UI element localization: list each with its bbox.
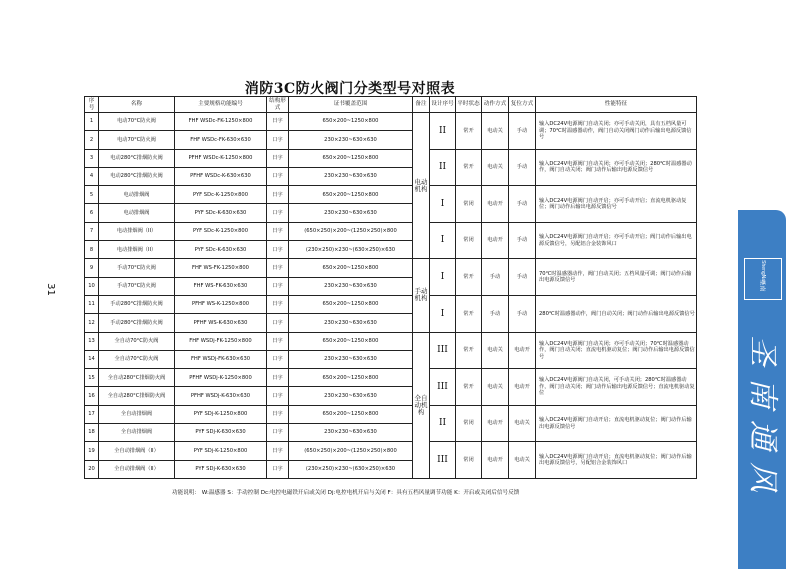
row-number: 14 bbox=[85, 350, 99, 368]
table-row bbox=[85, 405, 697, 423]
row-number: 7 bbox=[85, 222, 99, 240]
certificate-range: 650×200~1250×800 bbox=[289, 186, 413, 204]
design-number: II bbox=[430, 113, 456, 150]
normal-state: 常闭 bbox=[456, 222, 482, 259]
valve-code: PYF SDj-K-1250×800 bbox=[175, 405, 267, 423]
certificate-range: 230×230~630×630 bbox=[289, 167, 413, 185]
valve-code: FHF WS-FK-1250×800 bbox=[175, 259, 267, 277]
header-cell: 平时状态 bbox=[456, 97, 482, 113]
brand-char: 南 bbox=[745, 378, 780, 408]
performance-feature: 70℃时温感器动作，阀门自动关闭；五档风量可调；阀门动作后输出电源反馈信号 bbox=[536, 259, 697, 296]
reset-mode: 电动开 bbox=[509, 369, 536, 406]
valve-name: 手动280°C排烟防火阀 bbox=[99, 314, 175, 332]
action-mode: 电动关 bbox=[482, 113, 509, 150]
valve-code: PYF SDc-K-630×630 bbox=[175, 241, 267, 259]
design-number: III bbox=[430, 369, 456, 406]
reset-mode: 手动 bbox=[509, 113, 536, 150]
valve-name: 全自动280°C排烟防火阀 bbox=[99, 387, 175, 405]
structure-form: 日字 bbox=[267, 222, 289, 240]
structure-form: 口字 bbox=[267, 131, 289, 149]
valve-code: FHF WSDj-FK-630×630 bbox=[175, 350, 267, 368]
normal-state: 常闭 bbox=[456, 405, 482, 442]
valve-code: FHF WSDj-FK-1250×800 bbox=[175, 332, 267, 350]
valve-name: 电动排烟阀 bbox=[99, 186, 175, 204]
structure-form: 口字 bbox=[267, 460, 289, 478]
row-number: 9 bbox=[85, 259, 99, 277]
valve-name: 全自动排烟阀（II） bbox=[99, 442, 175, 460]
function-footnote: 功能说明： W:温感器 S：手动控制 Dc:电控电磁铁开启或关闭 Dj:电控电机开启与关闭 F：具有五档风量调节功能 K：开启或关闭后信号反馈 bbox=[172, 490, 520, 496]
row-number: 6 bbox=[85, 204, 99, 222]
design-number: II bbox=[430, 405, 456, 442]
reset-mode: 手动 bbox=[509, 222, 536, 259]
structure-form: 日字 bbox=[267, 149, 289, 167]
table-row bbox=[85, 442, 697, 460]
performance-feature: 输入DC24V电源阀门自动关闭；亦可手动关闭，具有五档风量可调；70℃时温感器动作，阀门自动关闭阀门动作后输出电源反馈信号 bbox=[536, 113, 697, 150]
logo-cn-text: 圣南 bbox=[758, 278, 766, 292]
row-number: 12 bbox=[85, 314, 99, 332]
structure-form: 日字 bbox=[267, 295, 289, 313]
reset-mode: 电动关 bbox=[509, 405, 536, 442]
header-cell: 证书覆盖范围 bbox=[289, 97, 413, 113]
action-mode: 手动 bbox=[482, 295, 509, 332]
valve-name: 电动280°C排烟防火阀 bbox=[99, 167, 175, 185]
category-electric: 电动机构 bbox=[413, 113, 430, 259]
certificate-range: (650×250)×200~(1250×250)×800 bbox=[289, 442, 413, 460]
certificate-range: 650×200~1250×800 bbox=[289, 369, 413, 387]
valve-code: PFHF WSDj-K-1250×800 bbox=[175, 369, 267, 387]
table-row bbox=[85, 332, 697, 350]
category-automatic: 全自动机构 bbox=[413, 332, 430, 478]
design-number: I bbox=[430, 186, 456, 223]
header-cell: 设计序号 bbox=[430, 97, 456, 113]
row-number: 15 bbox=[85, 369, 99, 387]
structure-form: 口字 bbox=[267, 387, 289, 405]
structure-form: 口字 bbox=[267, 277, 289, 295]
brand-name bbox=[738, 330, 786, 498]
design-number: I bbox=[430, 259, 456, 296]
normal-state: 常闭 bbox=[456, 186, 482, 223]
valve-name: 电动排烟阀 bbox=[99, 204, 175, 222]
action-mode: 电动关 bbox=[482, 369, 509, 406]
row-number: 8 bbox=[85, 241, 99, 259]
certificate-range: (230×250)×230~(630×250)×630 bbox=[289, 460, 413, 478]
valve-name: 手动70°C防火阀 bbox=[99, 277, 175, 295]
brand-char: 通 bbox=[745, 420, 780, 450]
certificate-range: 230×230~630×630 bbox=[289, 204, 413, 222]
table-row bbox=[85, 369, 697, 387]
valve-name: 全自动排烟阀 bbox=[99, 424, 175, 442]
header-cell: 动作方式 bbox=[482, 97, 509, 113]
row-number: 16 bbox=[85, 387, 99, 405]
row-number: 2 bbox=[85, 131, 99, 149]
structure-form: 日字 bbox=[267, 186, 289, 204]
page-title: 消防3C防火阀门分类型号对照表 bbox=[244, 81, 456, 97]
structure-form: 日字 bbox=[267, 405, 289, 423]
normal-state: 常开 bbox=[456, 369, 482, 406]
valve-code: PFHF WS-K-1250×800 bbox=[175, 295, 267, 313]
valve-table-container bbox=[84, 96, 696, 479]
valve-name: 手动70°C防火阀 bbox=[99, 259, 175, 277]
reset-mode: 手动 bbox=[509, 186, 536, 223]
normal-state: 常开 bbox=[456, 113, 482, 150]
valve-code: PFHF WSDj-K-630×630 bbox=[175, 387, 267, 405]
design-number: I bbox=[430, 222, 456, 259]
valve-code: PYF SDc-K-630×630 bbox=[175, 204, 267, 222]
design-number: I bbox=[430, 295, 456, 332]
normal-state: 常闭 bbox=[456, 442, 482, 479]
structure-form: 日字 bbox=[267, 113, 289, 131]
certificate-range: 650×200~1250×800 bbox=[289, 113, 413, 131]
valve-name: 电动280°C排烟防火阀 bbox=[99, 149, 175, 167]
certificate-range: 650×200~1250×800 bbox=[289, 295, 413, 313]
reset-mode: 手动 bbox=[509, 295, 536, 332]
header-cell: 性能特征 bbox=[536, 97, 697, 113]
performance-feature: 280℃时温感器动作，阀门自动关闭；阀门动作后输出电源反馈信号 bbox=[536, 295, 697, 332]
valve-name: 电动排烟阀（II） bbox=[99, 241, 175, 259]
performance-feature: 输入DC24V电源阀门自动开启；直流电机驱动复位；阀门动作后输出电源反馈信号，另配铝合金装饰风口 bbox=[536, 442, 697, 479]
row-number: 19 bbox=[85, 442, 99, 460]
table-row bbox=[85, 186, 697, 204]
certificate-range: (230×250)×230~(630×250)×630 bbox=[289, 241, 413, 259]
row-number: 3 bbox=[85, 149, 99, 167]
valve-code: PYF SDc-K-1250×800 bbox=[175, 186, 267, 204]
action-mode: 电动开 bbox=[482, 442, 509, 479]
structure-form: 口字 bbox=[267, 424, 289, 442]
action-mode: 电动开 bbox=[482, 186, 509, 223]
header-cell: 主要规格功能编号 bbox=[175, 97, 267, 113]
brand-char: 圣 bbox=[745, 336, 780, 366]
logo-script-text: ShengNan bbox=[759, 259, 766, 284]
structure-form: 口字 bbox=[267, 241, 289, 259]
normal-state: 常开 bbox=[456, 149, 482, 186]
valve-code: PYF SDj-K-630×630 bbox=[175, 424, 267, 442]
certificate-range: 650×200~1250×800 bbox=[289, 332, 413, 350]
header-cell: 名称 bbox=[99, 97, 175, 113]
structure-form: 日字 bbox=[267, 259, 289, 277]
performance-feature: 输入DC24V电源阀门自动开启；亦可手动开启；阀门动作后输出电源反馈信号，另配铝合金装饰风口 bbox=[536, 222, 697, 259]
category-manual: 手动机构 bbox=[413, 259, 430, 332]
structure-form: 日字 bbox=[267, 369, 289, 387]
structure-form: 日字 bbox=[267, 442, 289, 460]
performance-feature: 输入DC24V电源阀门自动关闭，可手动关闭；280℃时温感器动作，阀门自动关闭；阀门动作后输出电源反馈信号；直流电机驱动复位 bbox=[536, 369, 697, 406]
header-cell: 备注 bbox=[413, 97, 430, 113]
performance-feature: 输入DC24V电源阀门自动关闭；亦可手动关闭；280℃时温感器动作，阀门自动关闭；阀门动作后输出电源反馈信号 bbox=[536, 149, 697, 186]
action-mode: 电动关 bbox=[482, 332, 509, 369]
valve-name: 全自动70°C防火阀 bbox=[99, 350, 175, 368]
valve-table bbox=[84, 96, 697, 479]
row-number: 20 bbox=[85, 460, 99, 478]
valve-code: FHF WSDc-FK-630×630 bbox=[175, 131, 267, 149]
certificate-range: 650×200~1250×800 bbox=[289, 259, 413, 277]
action-mode: 电动开 bbox=[482, 405, 509, 442]
table-row bbox=[85, 295, 697, 313]
certificate-range: 230×230~630×630 bbox=[289, 314, 413, 332]
row-number: 1 bbox=[85, 113, 99, 131]
valve-code: FHF WSDc-FK-1250×800 bbox=[175, 113, 267, 131]
certificate-range: 230×230~630×630 bbox=[289, 131, 413, 149]
action-mode: 电动开 bbox=[482, 222, 509, 259]
row-number: 10 bbox=[85, 277, 99, 295]
structure-form: 口字 bbox=[267, 204, 289, 222]
valve-name: 全自动排烟阀（II） bbox=[99, 460, 175, 478]
valve-code: PFHF WSDc-K-1250×800 bbox=[175, 149, 267, 167]
action-mode: 手动 bbox=[482, 259, 509, 296]
valve-name: 全自动70°C防火阀 bbox=[99, 332, 175, 350]
structure-form: 口字 bbox=[267, 350, 289, 368]
structure-form: 日字 bbox=[267, 332, 289, 350]
row-number: 11 bbox=[85, 295, 99, 313]
normal-state: 常开 bbox=[456, 295, 482, 332]
valve-name: 电动70°C防火阀 bbox=[99, 113, 175, 131]
valve-code: PYF SDj-K-1250×800 bbox=[175, 442, 267, 460]
table-header-row bbox=[85, 97, 697, 113]
valve-name: 电动70°C防火阀 bbox=[99, 131, 175, 149]
table-row bbox=[85, 222, 697, 240]
row-number: 13 bbox=[85, 332, 99, 350]
valve-code: PYF SDc-K-1250×800 bbox=[175, 222, 267, 240]
reset-mode: 电动开 bbox=[509, 332, 536, 369]
certificate-range: 230×230~630×630 bbox=[289, 387, 413, 405]
valve-name: 手动280°C排烟防火阀 bbox=[99, 295, 175, 313]
performance-feature: 输入DC24V电源阀门自动开启；直流电机驱动复位；阀门动作后输出电源反馈信号 bbox=[536, 405, 697, 442]
reset-mode: 手动 bbox=[509, 259, 536, 296]
certificate-range: 230×230~630×630 bbox=[289, 277, 413, 295]
structure-form: 口字 bbox=[267, 167, 289, 185]
table-row bbox=[85, 259, 697, 277]
certificate-range: 230×230~630×630 bbox=[289, 424, 413, 442]
valve-name: 电动排烟阀（II） bbox=[99, 222, 175, 240]
valve-name: 全自动排烟阀 bbox=[99, 405, 175, 423]
performance-feature: 输入DC24V电源阀门自动关闭；亦可手动关闭；70℃时温感器动作，阀门自动关闭；直流电机驱动复位；阀门动作后输出电源反馈信号 bbox=[536, 332, 697, 369]
table-row bbox=[85, 113, 697, 131]
action-mode: 电动关 bbox=[482, 149, 509, 186]
design-number: II bbox=[430, 149, 456, 186]
row-number: 18 bbox=[85, 424, 99, 442]
header-cell: 序号 bbox=[85, 97, 99, 113]
valve-code: PFHF WS-K-630×630 bbox=[175, 314, 267, 332]
structure-form: 口字 bbox=[267, 314, 289, 332]
valve-code: PYF SDj-K-630×630 bbox=[175, 460, 267, 478]
valve-name: 全自动280°C排烟防火阀 bbox=[99, 369, 175, 387]
normal-state: 常开 bbox=[456, 259, 482, 296]
certificate-range: (650×250)×200~(1250×250)×800 bbox=[289, 222, 413, 240]
reset-mode: 手动 bbox=[509, 149, 536, 186]
normal-state: 常开 bbox=[456, 332, 482, 369]
row-number: 4 bbox=[85, 167, 99, 185]
header-cell: 结构形式 bbox=[267, 97, 289, 113]
design-number: III bbox=[430, 442, 456, 479]
table-row bbox=[85, 149, 697, 167]
performance-feature: 输入DC24V电源阀门自动开启；亦可手动开启；直流电机驱动复位；阀门动作后输出电源反馈信号 bbox=[536, 186, 697, 223]
page-number: 31 bbox=[44, 283, 56, 296]
valve-code: PFHF WSDc-K-630×630 bbox=[175, 167, 267, 185]
valve-code: FHF WS-FK-630×630 bbox=[175, 277, 267, 295]
reset-mode: 电动关 bbox=[509, 442, 536, 479]
brand-logo bbox=[744, 258, 782, 300]
row-number: 17 bbox=[85, 405, 99, 423]
row-number: 5 bbox=[85, 186, 99, 204]
certificate-range: 230×230~630×630 bbox=[289, 350, 413, 368]
certificate-range: 650×200~1250×800 bbox=[289, 405, 413, 423]
brand-char: 风 bbox=[745, 462, 780, 492]
header-cell: 复位方式 bbox=[509, 97, 536, 113]
certificate-range: 650×200~1250×800 bbox=[289, 149, 413, 167]
design-number: III bbox=[430, 332, 456, 369]
